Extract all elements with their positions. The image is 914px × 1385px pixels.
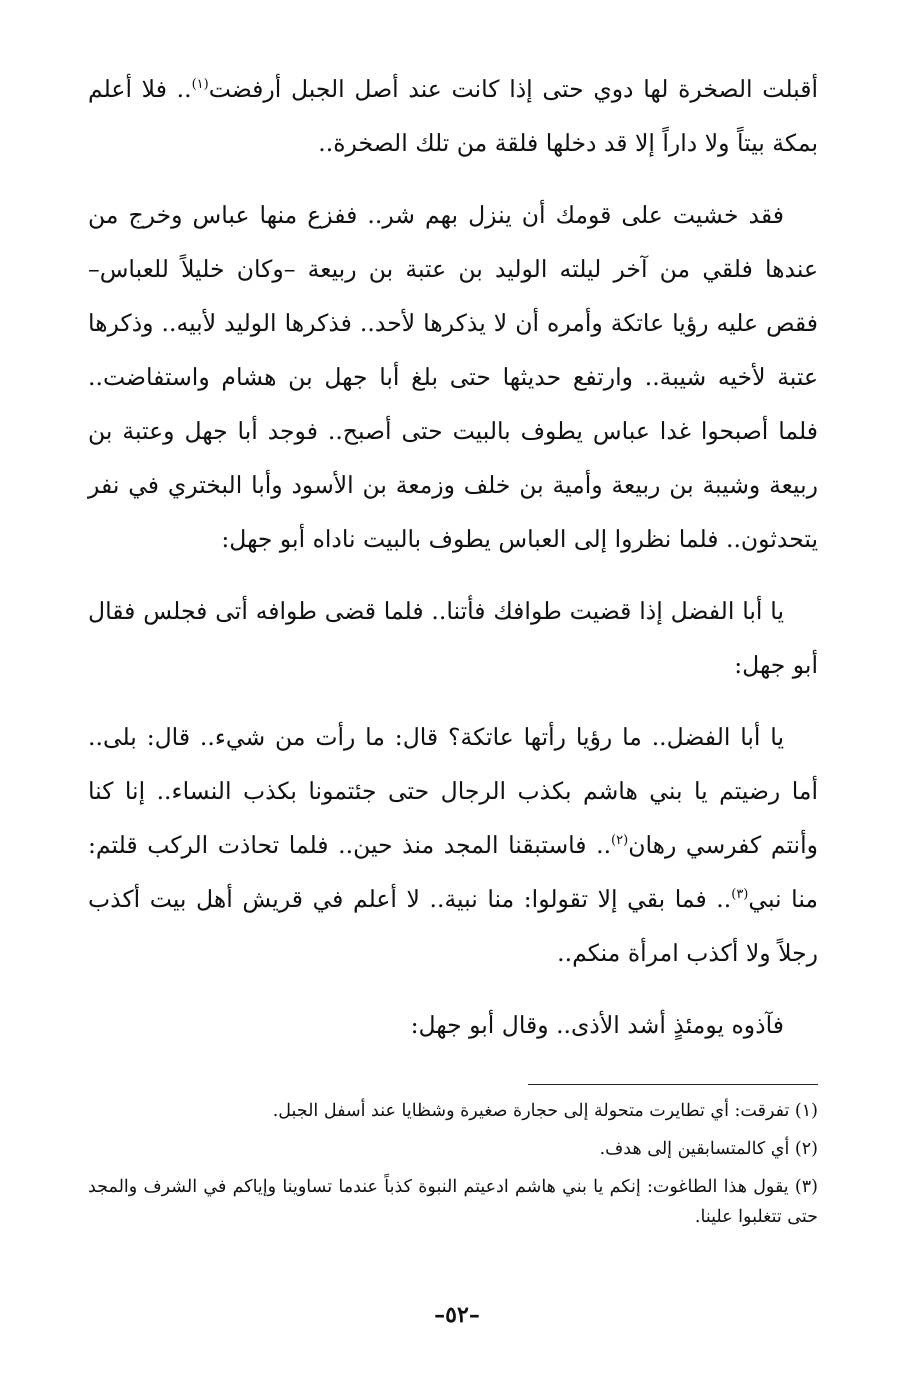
page-number: –٥٢– xyxy=(434,1302,480,1328)
footnote-1: (١) تفرقت: أي تطايرت متحولة إلى حجارة صغيرة وشظايا عند أسفل الجبل. xyxy=(272,1101,818,1121)
paragraph-3-text: يا أبا الفضل إذا قضيت طوافك فأتنا.. فلما قضى طوافه أتى فجلس فقال أبو جهل: xyxy=(88,597,818,679)
paragraph-4-text-c: .. فما بقي إلا تقولوا: منا نبية.. لا أعلم في قريش أهل بيت أكذب رجلاً ولا أكذب امرأة منكم.. xyxy=(88,885,818,967)
footnote-ref-3: (٣) xyxy=(731,887,749,903)
paragraph-1-text-a: أقبلت الصخرة لها دوي حتى إذا كانت عند أصل الجبل أرفضت xyxy=(208,75,818,103)
footnote-separator xyxy=(528,1084,818,1085)
footnote-ref-2: (٢) xyxy=(611,833,629,849)
paragraph-4 xyxy=(88,710,818,980)
paragraph-5-text: فآذوه يومئذٍ أشد الأذى.. وقال أبو جهل: xyxy=(410,1011,784,1039)
paragraph-5 xyxy=(88,998,818,1052)
paragraph-1-text-b: .. فلا أعلم بمكة بيتاً ولا داراً إلا قد دخلها فلقة من تلك الصخرة.. xyxy=(88,75,818,157)
paragraph-2-text: فقد خشيت على قومك أن ينزل بهم شر.. ففزع منها عباس وخرج من عندها فلقي من آخر ليلته الوليد بن عتبة بن ربيعة –وكان خليلاً للعباس– فقص عليه رؤيا عاتكة وأمره أن لا يذكرها لأحد.. فذكرها الوليد لأبيه.. وذكرها عتبة لأخيه شيبة.. وارتفع حديثها حتى بلغ أبا جهل بن هشام واستفاضت.. فلما أصبحوا غدا عباس يطوف بالبيت حتى أصبح.. فوجد أبا جهل وعتبة بن ربيعة وشيبة بن ربيعة وأمية بن خلف وزمعة بن الأسود وأبا البختري في نفر يتحدثون.. فلما نظروا إلى العباس يطوف بالبيت ناداه أبو جهل: xyxy=(88,201,818,553)
paragraph-2 xyxy=(88,188,818,566)
paragraph-3 xyxy=(88,584,818,692)
footnote-3: (٣) يقول هذا الطاغوت: إنكم يا بني هاشم ادعيتم النبوة كذباً عندما تساوينا وإياكم في الشرف والمجد حتى تتغلبوا علينا. xyxy=(88,1177,818,1227)
footnotes xyxy=(88,1096,818,1240)
paragraph-4-text-b: .. فاستبقنا المجد منذ حين.. فلما تحاذت الركب قلتم: منا نبي xyxy=(88,831,819,913)
footnote-ref-1: (١) xyxy=(191,77,209,93)
paragraph-1 xyxy=(88,62,818,170)
paragraph-4-text-a: يا أبا الفضل.. ما رؤيا رأتها عاتكة؟ قال: ما رأت من شيء.. قال: بلى.. أما رضيتم يا بني هاشم بكذب الرجال حتى جئتمونا بكذب النساء.. إنا كنا وأنتم كفرسي رهان xyxy=(88,723,818,859)
page-body xyxy=(88,62,818,1070)
footnote-2: (٢) أي كالمتسابقين إلى هدف. xyxy=(599,1139,818,1159)
